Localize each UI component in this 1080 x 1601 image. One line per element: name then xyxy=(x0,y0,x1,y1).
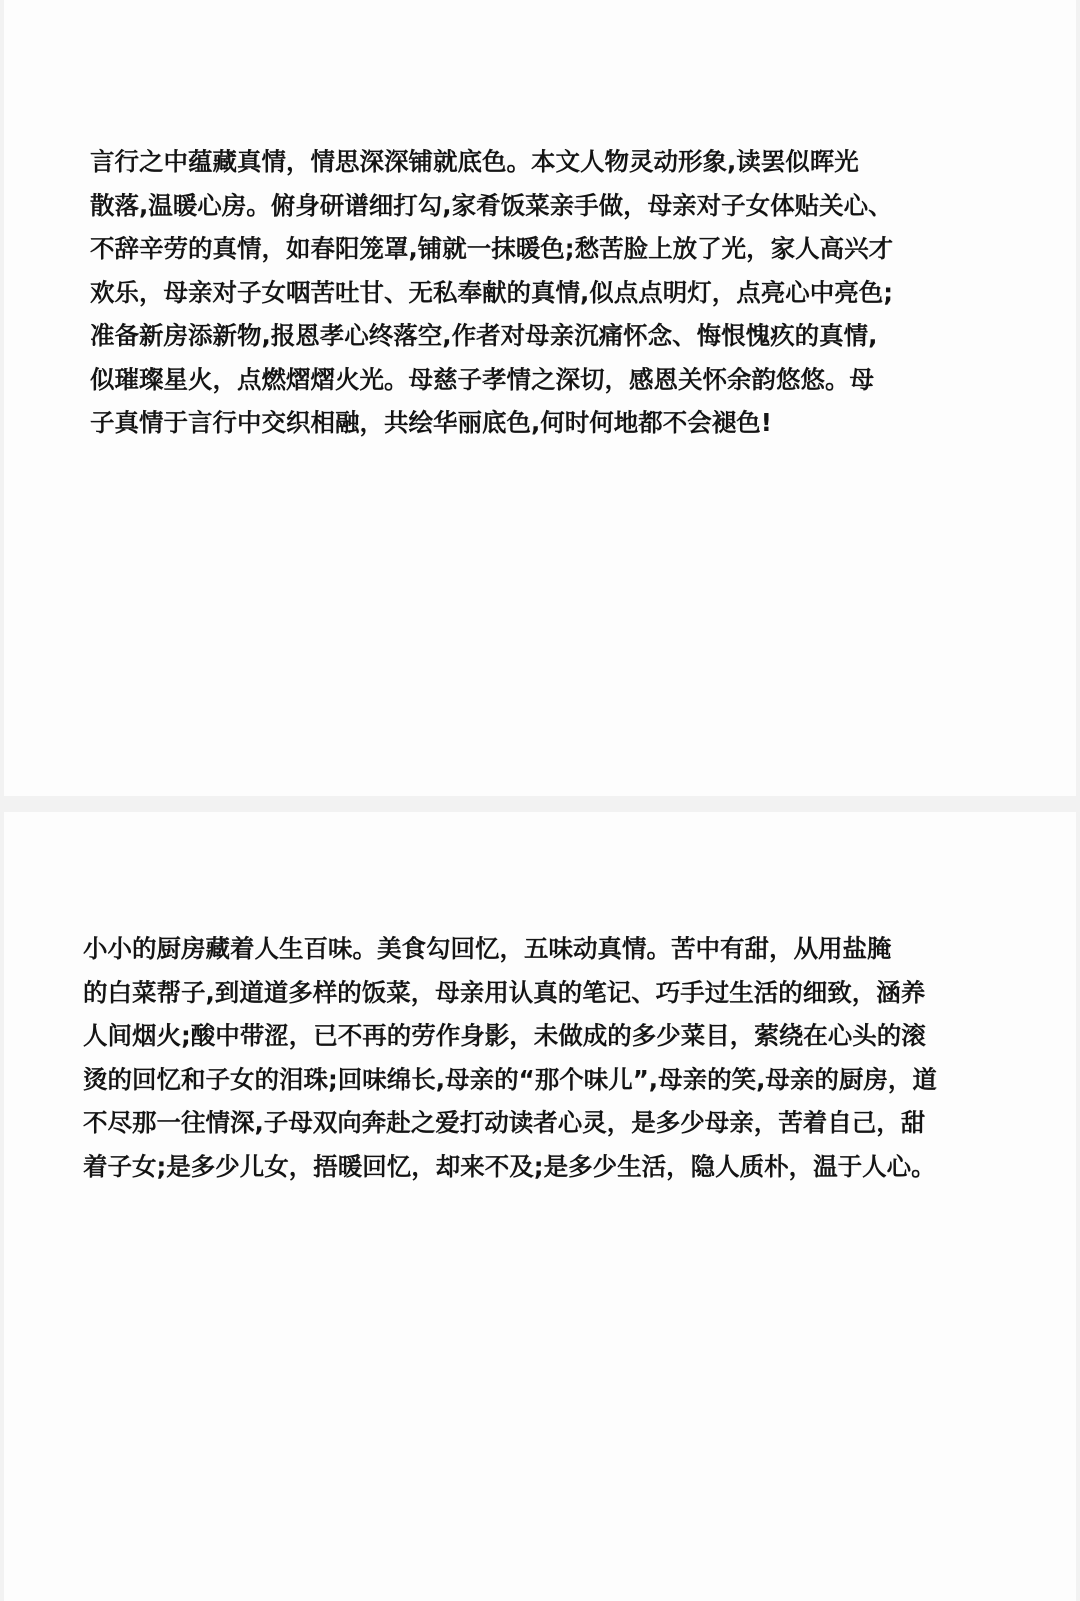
text-line: 小小的厨房藏着人生百味。美食勾回忆，五味动真情。苦中有甜，从用盐腌 xyxy=(83,934,892,963)
text-line: 的白菜帮子,到道道多样的饭菜，母亲用认真的笔记、巧手过生活的细致，涵养 xyxy=(83,977,926,1007)
text-line: 欢乐，母亲对子女咽苦吐甘、无私奉献的真情,似点点明灯，点亮心中亮色; xyxy=(90,277,894,307)
text-line: 人间烟火;酸中带涩，已不再的劳作身影，未做成的多少菜目，萦绕在心头的滚 xyxy=(83,1021,926,1050)
paragraph-bottom xyxy=(83,927,1013,1188)
text-line: 着子女;是多少儿女，捂暖回忆，却来不及;是多少生活，隐人质朴，温于人心。 xyxy=(83,1151,936,1181)
paragraph-top xyxy=(90,140,950,445)
text-line: 言行之中蕴藏真情，情思深深铺就底色。本文人物灵动形象,读罢似晖光 xyxy=(90,147,859,176)
text-line: 准备新房添新物,报恩孝心终落空,作者对母亲沉痛怀念、悔恨愧疚的真情, xyxy=(90,321,878,350)
text-line: 不辞辛劳的真情，如春阳笼罩,铺就一抹暖色;愁苦脸上放了光，家人高兴才 xyxy=(90,234,894,263)
text-line: 子真情于言行中交织相融，共绘华丽底色,何时何地都不会褪色! xyxy=(90,408,772,437)
text-line: 不尽那一往情深,子母双向奔赴之爱打动读者心灵，是多少母亲，苦着自己，甜 xyxy=(83,1108,926,1137)
text-line: 烫的回忆和子女的泪珠;回味绵长,母亲的“那个味儿”,母亲的笑,母亲的厨房，道 xyxy=(83,1064,937,1094)
text-line: 似璀璨星火，点燃熠熠火光。母慈子孝情之深切，感恩关怀余韵悠悠。母 xyxy=(90,364,874,394)
text-line: 散落,温暖心房。俯身研谱细打勾,家肴饭菜亲手做，母亲对子女体贴关心、 xyxy=(90,190,893,220)
